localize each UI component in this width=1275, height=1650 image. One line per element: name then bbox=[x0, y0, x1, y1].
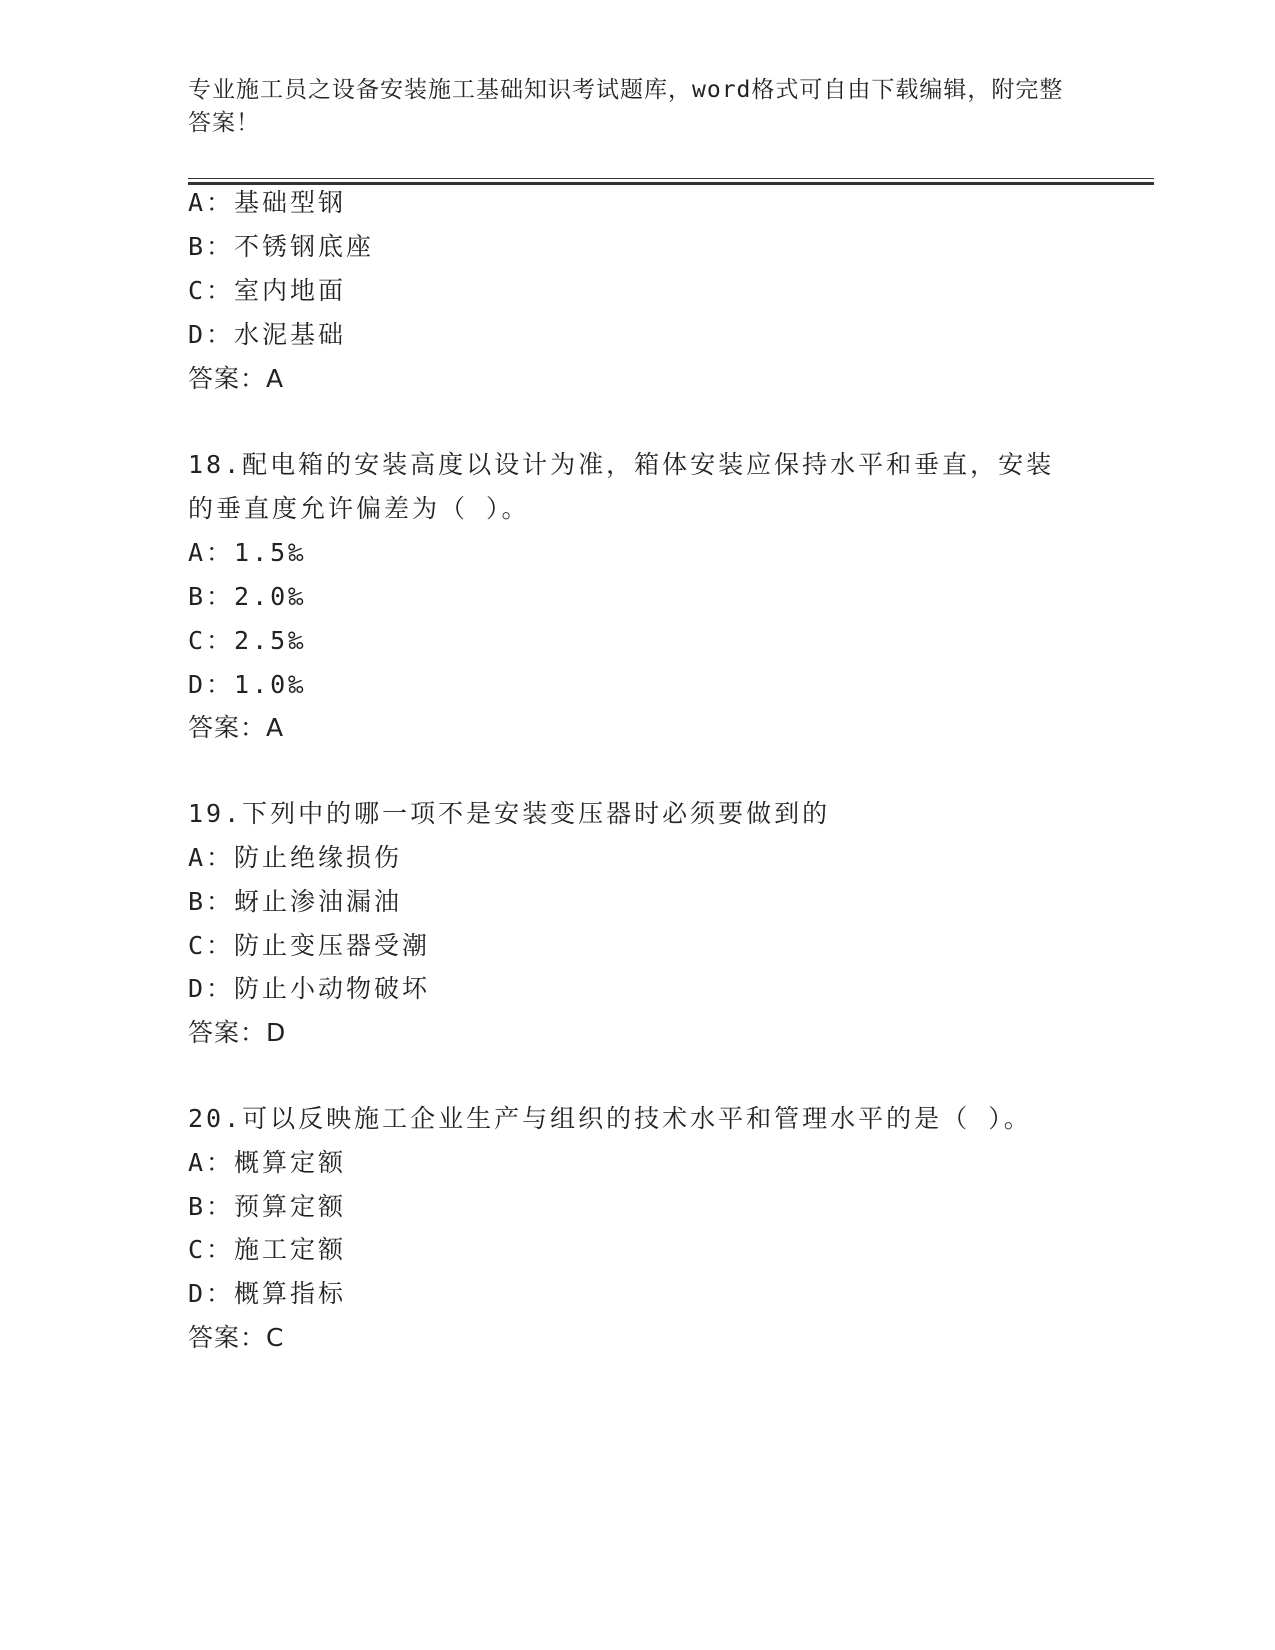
q20-answer: 答案：C bbox=[188, 1323, 285, 1352]
q17-option-c: C：室内地面 bbox=[188, 276, 347, 305]
q18-option-d: D：1.0‰ bbox=[188, 670, 307, 699]
q17-option-a: A：基础型钢 bbox=[188, 188, 347, 217]
q20-stem: 20.可以反映施工企业生产与组织的技术水平和管理水平的是（ ）。 bbox=[188, 1104, 1032, 1133]
header-rule-thin bbox=[188, 178, 1154, 179]
q18-answer: 答案：A bbox=[188, 713, 285, 742]
q20-option-b: B：预算定额 bbox=[188, 1192, 347, 1221]
q19-option-d: D：防止小动物破坏 bbox=[188, 974, 431, 1003]
q19-stem: 19.下列中的哪一项不是安装变压器时必须要做到的 bbox=[188, 799, 831, 828]
q17-answer: 答案：A bbox=[188, 364, 285, 393]
q19-answer: 答案：D bbox=[188, 1018, 287, 1047]
q20-option-d: D：概算指标 bbox=[188, 1279, 347, 1308]
q19-option-a: A：防止绝缘损伤 bbox=[188, 843, 403, 872]
header-rule-thick bbox=[188, 182, 1154, 185]
q17-option-d: D：水泥基础 bbox=[188, 320, 347, 349]
q18-option-a: A：1.5‰ bbox=[188, 538, 307, 567]
document-header: 专业施工员之设备安装施工基础知识考试题库，word格式可自由下载编辑，附完整答案！ bbox=[188, 77, 1064, 136]
q18-stem-line1: 18.配电箱的安装高度以设计为准，箱体安装应保持水平和垂直，安装 bbox=[188, 450, 1055, 479]
q19-option-b: B：蚜止渗油漏油 bbox=[188, 887, 403, 916]
q20-option-a: A：概算定额 bbox=[188, 1148, 347, 1177]
q17-option-b: B：不锈钢底座 bbox=[188, 232, 375, 261]
q20-option-c: C：施工定额 bbox=[188, 1235, 347, 1264]
q19-option-c: C：防止变压器受潮 bbox=[188, 931, 431, 960]
q18-option-b: B：2.0‰ bbox=[188, 582, 307, 611]
q18-option-c: C：2.5‰ bbox=[188, 626, 307, 655]
q18-stem-line2: 的垂直度允许偏差为（ ）。 bbox=[188, 494, 530, 523]
